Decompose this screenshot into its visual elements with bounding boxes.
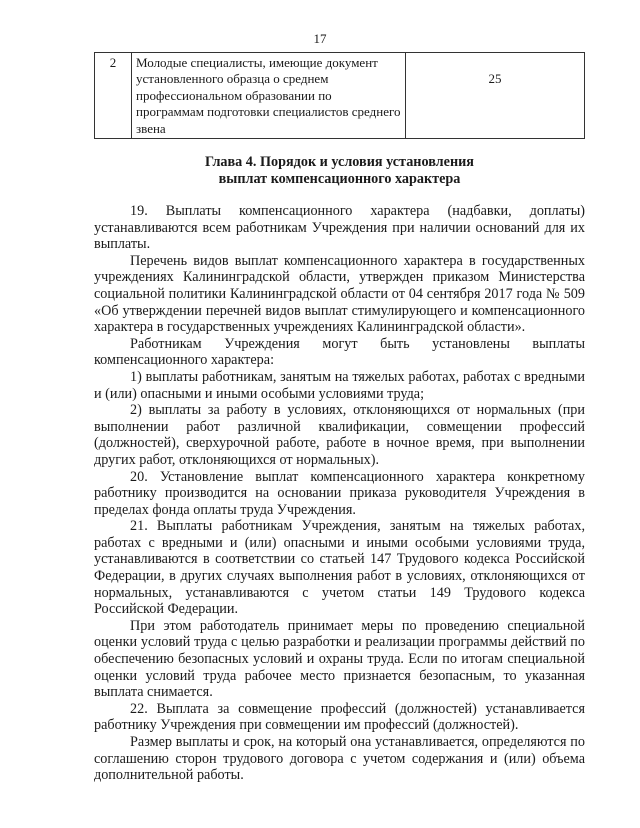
paragraph-possible-payments: Работникам Учреждения могут быть установлены выплаты компенсационного характера: bbox=[94, 335, 585, 369]
continuation-table bbox=[94, 52, 585, 139]
row-number-cell: 2 bbox=[95, 53, 132, 139]
row-value-cell: 25 bbox=[406, 53, 585, 139]
paragraph-compensation-list-approval: Перечень видов выплат компенсационного характера в государственных учреждениях Калининградской области, утвержден приказом Министерства социальной политики Калининградской области от 04 сентября 2017 года № 509 «Об утверждении перечней видов выплат стимулирующего и компенсационного характера в государственных учреждениях Калининградской области». bbox=[94, 252, 585, 336]
paragraph-19: 19. Выплаты компенсационного характера (надбавки, доплаты) устанавливаются всем работникам Учреждения при наличии оснований для их выплаты. bbox=[94, 203, 585, 253]
paragraph-21: 21. Выплаты работникам Учреждения, занятым на тяжелых работах, работах с вредными и (или) опасными и иными особыми условиями труда, устанавливаются в соответствии со статьей 147 Трудового кодекса Российской Федерации, в других случаях выполнения работ в условиях, отклоняющихся от нормальных, устанавливаются с учетом статьи 149 Трудового кодекса Российской Федерации. bbox=[94, 518, 585, 618]
chapter-title-line-1: Глава 4. Порядок и условия установления bbox=[205, 154, 474, 170]
paragraph-20: 20. Установление выплат компенсационного характера конкретному работнику производится на основании приказа руководителя Учреждения в пределах фонда оплаты труда Учреждения. bbox=[94, 468, 585, 518]
list-item-1: 1) выплаты работникам, занятым на тяжелых работах, работах с вредными и (или) опасными и иными особыми условиями труда; bbox=[94, 368, 585, 402]
paragraph-payment-size: Размер выплаты и срок, на который она устанавливается, определяются по соглашению сторон трудового договора с учетом содержания и (или) объема дополнительной работы. bbox=[94, 734, 585, 784]
row-description-cell: Молодые специалисты, имеющие документ установленного образца о среднем профессиональном образовании по программам подготовки специалистов среднего звена bbox=[132, 53, 406, 139]
list-item-2: 2) выплаты за работу в условиях, отклоняющихся от нормальных (при выполнении работ различной квалификации, совмещении профессий (должностей), сверхурочной работе, работе в ночное время, при выполнении других работ, отклоняющихся от нормальных). bbox=[94, 402, 585, 468]
document-body bbox=[94, 203, 585, 784]
chapter-title bbox=[94, 154, 585, 188]
paragraph-working-conditions-assessment: При этом работодатель принимает меры по проведению специальной оценки условий труда с целью разработки и реализации программы действий по обеспечению безопасных условий и охраны труда. Если по итогам специальной оценки условий труда рабочее место признается безопасным, то указанная выплата снимается. bbox=[94, 617, 585, 701]
paragraph-22: 22. Выплата за совмещение профессий (должностей) устанавливается работнику Учреждения при совмещении им профессий (должностей). bbox=[94, 700, 585, 734]
chapter-title-line-2: выплат компенсационного характера bbox=[218, 171, 461, 187]
page-number: 17 bbox=[313, 31, 327, 46]
table-row bbox=[95, 53, 585, 139]
